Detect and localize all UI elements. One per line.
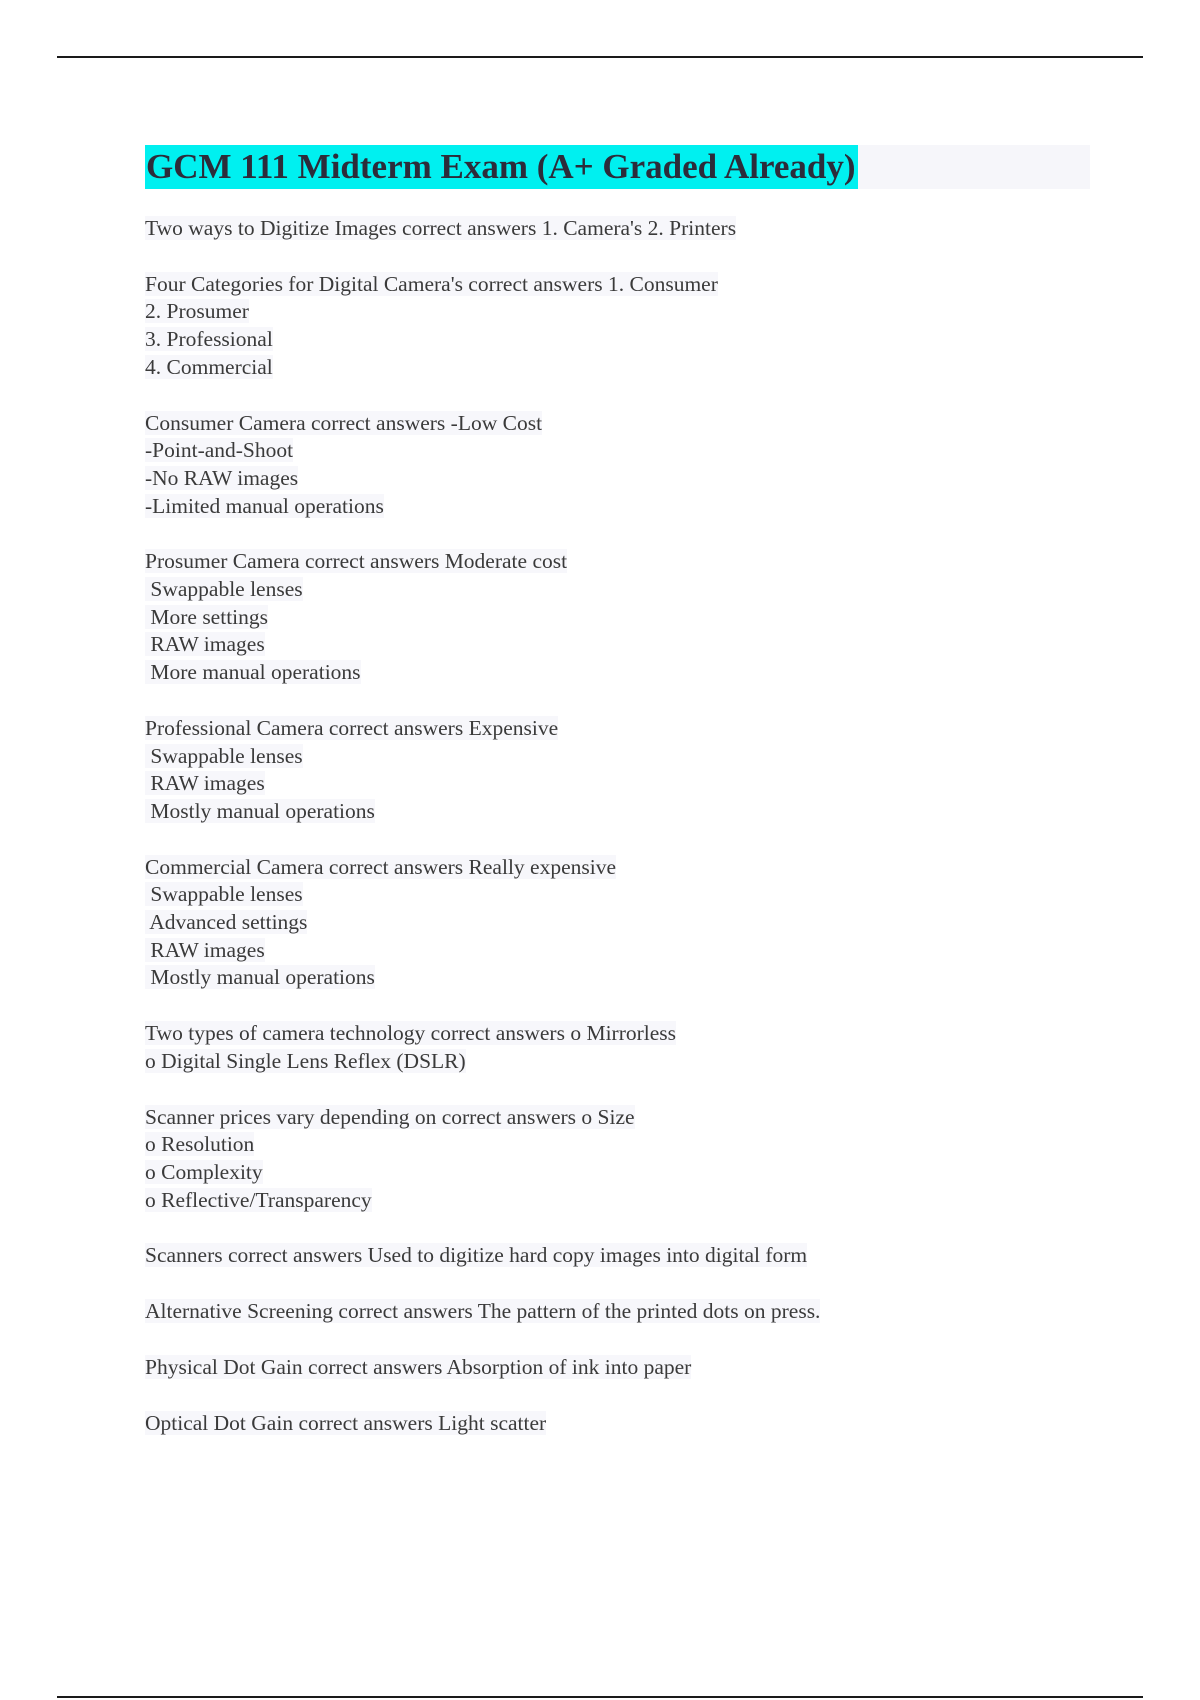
entry-line: Four Categories for Digital Camera's correct answers 1. Consumer	[145, 271, 718, 296]
qa-entry	[145, 1104, 1090, 1215]
qa-entry	[145, 548, 1090, 687]
entry-line: More settings	[145, 604, 269, 629]
entry-line: Mostly manual operations	[145, 965, 375, 990]
qa-entry	[145, 1020, 1090, 1075]
entry-line: Swappable lenses	[145, 882, 303, 907]
entry-line: Physical Dot Gain correct answers Absorption of ink into paper	[145, 1354, 692, 1379]
title-bar	[145, 145, 1090, 189]
entry-line: Advanced settings	[145, 910, 308, 935]
entry-line: Optical Dot Gain correct answers Light scatter	[145, 1410, 547, 1435]
qa-entry	[145, 1242, 1090, 1270]
entry-line: Professional Camera correct answers Expensive	[145, 715, 559, 740]
qa-entry	[145, 1354, 1090, 1382]
entry-line: Alternative Screening correct answers The pattern of the printed dots on press.	[145, 1299, 821, 1324]
document-body	[145, 145, 1090, 1437]
qa-entry	[145, 1410, 1090, 1438]
entry-line: Swappable lenses	[145, 577, 303, 602]
entry-line: o Digital Single Lens Reflex (DSLR)	[145, 1048, 466, 1073]
entry-line: o Complexity	[145, 1159, 263, 1184]
entry-line: o Reflective/Transparency	[145, 1187, 372, 1212]
entry-line: 3. Professional	[145, 327, 273, 352]
entry-line: Swappable lenses	[145, 743, 303, 768]
entry-line: Prosumer Camera correct answers Moderate cost	[145, 549, 568, 574]
entry-line: Two ways to Digitize Images correct answers 1. Camera's 2. Printers	[145, 216, 737, 240]
page-title: GCM 111 Midterm Exam (A+ Graded Already)	[145, 145, 858, 189]
entry-line: 2. Prosumer	[145, 299, 249, 324]
entry-line: RAW images	[145, 771, 265, 796]
entry-line: Mostly manual operations	[145, 798, 375, 823]
entry-line: 4. Commercial	[145, 354, 273, 379]
qa-entry	[145, 410, 1090, 521]
qa-entry	[145, 715, 1090, 826]
entry-line: -No RAW images	[145, 465, 299, 490]
entry-line: -Point-and-Shoot	[145, 438, 294, 463]
footer-rule	[57, 1696, 1143, 1698]
entry-line: More manual operations	[145, 660, 361, 685]
entry-line: Scanners correct answers Used to digitize hard copy images into digital form	[145, 1243, 808, 1268]
entry-line: Commercial Camera correct answers Really expensive	[145, 854, 617, 879]
qa-entry	[145, 1298, 1090, 1326]
qa-entry	[145, 215, 1090, 243]
entry-line: RAW images	[145, 632, 265, 657]
entry-line: -Limited manual operations	[145, 493, 384, 518]
entry-line: Scanner prices vary depending on correct answers o Size	[145, 1104, 635, 1129]
header-rule	[57, 56, 1143, 58]
qa-entry	[145, 854, 1090, 993]
entry-line: Two types of camera technology correct answers o Mirrorless	[145, 1021, 677, 1046]
entry-line: RAW images	[145, 937, 265, 962]
entry-line: o Resolution	[145, 1132, 255, 1157]
qa-entry	[145, 271, 1090, 382]
entry-line: Consumer Camera correct answers -Low Cost	[145, 410, 543, 435]
